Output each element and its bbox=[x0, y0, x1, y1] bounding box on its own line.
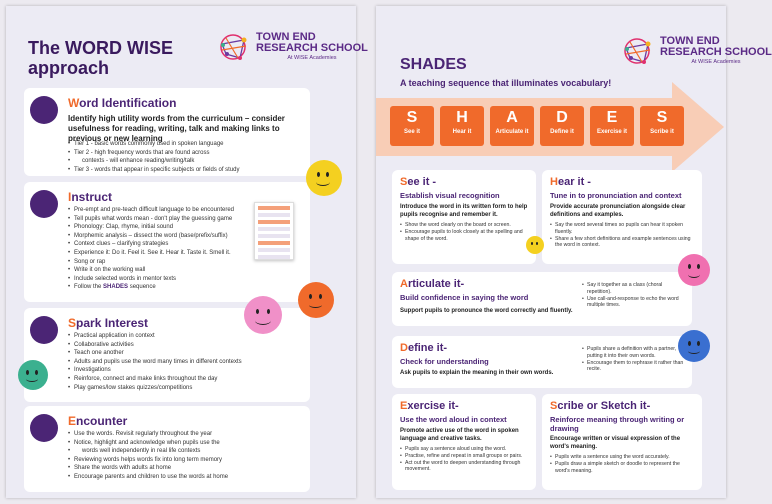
list-item: • Use the words. Revisit regularly throughout the year bbox=[68, 430, 228, 439]
define-it-card: Define it- Check for understanding Ask pupils to explain the meaning in their own words. • Pupils share a definition with a partner, putting it into their own words. • Encourage them to rephrase it rather than recite. bbox=[392, 336, 692, 388]
list-item: • Say it together as a class (choral repetition). bbox=[582, 282, 682, 296]
list-item: • Practise, refine and repeat in small groups or pairs. bbox=[400, 453, 530, 460]
poster-title: The WORD WISE approach bbox=[28, 38, 173, 78]
step-tile-hear: H Hear it bbox=[440, 106, 484, 146]
shades-title: SHADES bbox=[400, 56, 467, 73]
list-item: • Say the word several times so pupils can hear it spoken fluently. bbox=[550, 222, 696, 236]
exercise-it-card: Exercise it- Use the word aloud in context Promote active use of the word in spoken language and creative tasks. • Pupils say a sentence aloud using the word. • Practise, refine and repeat in small groups or pairs. • Act out the word to deepen understanding through movement. bbox=[392, 394, 536, 490]
list-item: • Tier 3 - words that appear in specific subjects or fields of study bbox=[68, 166, 240, 175]
list-item: • Experience it: Do it. Feel it. See it. Hear it. Taste it. Smell it. bbox=[68, 249, 234, 258]
globe-logo-icon bbox=[622, 36, 656, 66]
list-item: • Morphemic analysis – dissect the word (base/prefix/suffix) bbox=[68, 232, 234, 241]
list-item: • Collaborative activities bbox=[68, 341, 242, 350]
network-icon bbox=[30, 414, 58, 442]
list-item: • Include selected words in mentor texts bbox=[68, 275, 234, 284]
school-logo: TOWN END RESEARCH SCHOOL At WISE Academies bbox=[622, 36, 772, 66]
list-item: • Investigations bbox=[68, 366, 242, 375]
list-item: • Pupils share a definition with a partner, putting it into their own words. bbox=[582, 346, 686, 360]
list-item: • Phonology: Clap, rhyme, initial sound bbox=[68, 223, 234, 232]
teacher-icon bbox=[30, 190, 58, 218]
word-identification-card bbox=[24, 88, 310, 176]
scribe-it-card: Scribe or Sketch it- Reinforce meaning through writing or drawing Encourage written or visual expression of the word's meaning. • Pupils write a sentence using the word accurately. • Pupils draw a simple sketch or doodle to represent the word's meaning. bbox=[542, 394, 702, 490]
globe-logo-icon bbox=[218, 32, 252, 62]
list-item: • Pre-empt and pre-teach difficult language to be encountered bbox=[68, 206, 234, 215]
yellow-face-icon bbox=[306, 160, 342, 196]
see-it-card: See it - Establish visual recognition Introduce the word in its written form to help pupils recognise and remember it. • Show the word clearly on the board or screen. • Encourage pupils to look closely at the spelling and shape of the word. bbox=[392, 170, 536, 264]
list-item: • Write it on the working wall bbox=[68, 266, 234, 275]
step-tile-see: S See it bbox=[390, 106, 434, 146]
section-list bbox=[68, 206, 234, 292]
list-item: • Tier 1 - basic words commonly used in spoken language bbox=[68, 140, 240, 149]
section-heading: Instruct bbox=[68, 190, 113, 204]
list-item: • Pupils write a sentence using the word accurately. bbox=[550, 454, 696, 461]
yellow-face-icon bbox=[526, 236, 544, 254]
list-item: • Share the words with adults at home bbox=[68, 464, 228, 473]
list-item: • Notice, highlight and acknowledge when pupils use the bbox=[68, 439, 228, 448]
list-item: • Encourage pupils to look closely at the spelling and shape of the word. bbox=[400, 229, 530, 243]
list-item: • Tell pupils what words mean - don't play the guessing game bbox=[68, 215, 234, 224]
pink-face-icon bbox=[678, 254, 710, 286]
blue-face-icon bbox=[678, 330, 710, 362]
list-item: • Use call-and-response to echo the word multiple times. bbox=[582, 296, 682, 310]
section-list bbox=[68, 430, 228, 482]
articulate-it-card: Articulate it- Build confidence in saying the word Support pupils to pronounce the word correctly and fluently. • Say it together as a class (choral repetition). • Use call-and-response to echo the word multiple times. bbox=[392, 272, 692, 326]
list-item: • Teach one another bbox=[68, 349, 242, 358]
section-list bbox=[68, 140, 240, 174]
list-item: • Song or rap bbox=[68, 258, 234, 267]
list-item: • Tier 2 - high frequency words that are found across bbox=[68, 149, 240, 158]
list-item: • contexts - will enhance reading/writing/talk bbox=[68, 157, 240, 166]
list-item: • words well independently in real life contexts bbox=[68, 447, 228, 456]
step-tile-define: D Define it bbox=[540, 106, 584, 146]
shades-poster bbox=[376, 6, 772, 498]
hear-it-card: Hear it - Tune in to pronunciation and context Provide accurate pronunciation alongside clear definitions and examples. • Say the word several times so pupils can hear it spoken fluently. • Share a few short definitions and example sentences using the word in context. bbox=[542, 170, 702, 264]
list-item: • Encourage parents and children to use the words at home bbox=[68, 473, 228, 482]
step-tile-scribe: S Scribe it bbox=[640, 106, 684, 146]
list-item: • Act out the word to deepen understanding through movement. bbox=[400, 460, 530, 474]
list-item: • Adults and pupils use the word many times in different contexts bbox=[68, 358, 242, 367]
section-lead: Identify high utility words from the curriculum – consider usefulness for reading, writing, talk and making links to previous or new learning bbox=[68, 114, 285, 143]
shades-thumbnail bbox=[254, 202, 294, 260]
list-item: • Encourage them to rephrase it rather than recite. bbox=[582, 360, 686, 374]
section-heading: Word Identification bbox=[68, 96, 177, 110]
list-item: • Pupils draw a simple sketch or doodle to represent the word's meaning. bbox=[550, 461, 696, 475]
school-logo: TOWN END RESEARCH SCHOOL At WISE Academies bbox=[218, 32, 368, 62]
shades-subtitle: A teaching sequence that illuminates vocabulary! bbox=[400, 78, 612, 88]
step-tile-articulate: A Articulate it bbox=[490, 106, 534, 146]
orange-face-icon bbox=[298, 282, 334, 318]
encounter-card bbox=[24, 406, 310, 492]
list-item: • Follow the SHADES sequence bbox=[68, 283, 234, 292]
list-item: • Pupils say a sentence aloud using the word. bbox=[400, 446, 530, 453]
pink-face-icon bbox=[244, 296, 282, 334]
list-item: • Share a few short definitions and example sentences using the word in context. bbox=[550, 236, 696, 250]
list-item: • Practical application in context bbox=[68, 332, 242, 341]
group-icon bbox=[30, 316, 58, 344]
section-heading: Spark Interest bbox=[68, 316, 149, 330]
list-item: • Show the word clearly on the board or screen. bbox=[400, 222, 530, 229]
list-item: • Reinforce, connect and make links throughout the day bbox=[68, 375, 242, 384]
list-item: • Reviewing words helps words fix into long term memory bbox=[68, 456, 228, 465]
word-wise-poster bbox=[6, 6, 368, 498]
list-item: • Play games/low stakes quizzes/competitions bbox=[68, 384, 242, 393]
section-list bbox=[68, 332, 242, 392]
section-heading: Encounter bbox=[68, 414, 128, 428]
green-face-icon bbox=[18, 360, 48, 390]
step-tile-exercise: E Exercise it bbox=[590, 106, 634, 146]
people-icon bbox=[30, 96, 58, 124]
list-item: • Context clues – clarifying strategies bbox=[68, 240, 234, 249]
